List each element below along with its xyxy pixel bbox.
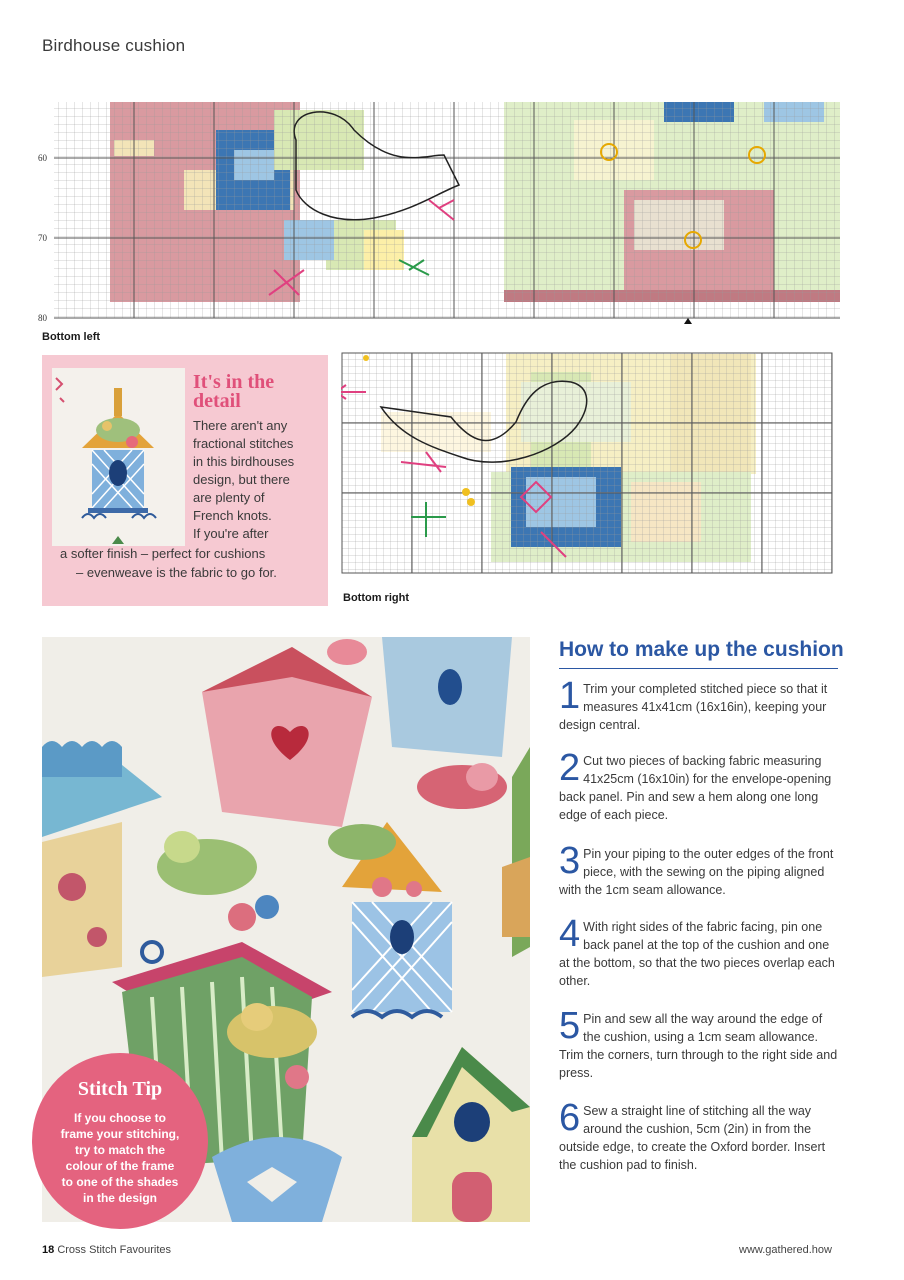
detail-text-line: a softer finish – perfect for cushions (60, 546, 266, 561)
detail-text-line: There aren't any (193, 418, 288, 433)
instruction-step (559, 747, 841, 824)
stitch-tip-line: try to match the (74, 1143, 165, 1157)
stitch-tip-title: Stitch Tip (77, 1078, 163, 1100)
howto-divider (559, 668, 838, 669)
stitch-tip-line: If you choose to (73, 1111, 166, 1125)
step-number: 2 (559, 747, 581, 789)
publication-name: Cross Stitch Favourites (57, 1244, 172, 1256)
footer-url[interactable]: www.gathered.how (739, 1244, 832, 1256)
instruction-step (559, 675, 841, 734)
detail-text-line: are plenty of (193, 490, 265, 505)
detail-text-line: – evenweave is the fabric to go for. (76, 565, 277, 580)
step-number: 3 (559, 840, 581, 882)
stitch-tip-line: in the design (82, 1191, 157, 1205)
detail-text-line: design, but there (193, 472, 290, 487)
instruction-step (559, 1097, 841, 1174)
step-number: 4 (559, 913, 581, 955)
step-number: 5 (559, 1005, 581, 1047)
chart-bottom-left (34, 100, 842, 325)
detail-heading: It's in the detail (193, 371, 275, 412)
detail-text-line: in this birdhouses (193, 454, 295, 469)
stitch-tip-line: frame your stitching, (60, 1127, 180, 1141)
step-text: Cut two pieces of backing fabric measuring 41x25cm (16x10in) for the envelope-opening back panel. Pin and sew a hem along one long edge of each piece. (559, 754, 832, 822)
detail-text-line: French knots. (193, 508, 272, 523)
detail-text-line: If you're after (193, 526, 269, 541)
page-number: 18 (42, 1244, 55, 1256)
chart-label-bottom-left: Bottom left (42, 331, 101, 343)
stitch-tip-line: colour of the frame (65, 1159, 175, 1173)
stitch-tip-line: to one of the shades (61, 1175, 179, 1189)
instruction-step (559, 840, 841, 899)
birdhouse-detail-image (52, 368, 185, 546)
chart-label-bottom-right: Bottom right (343, 592, 409, 604)
step-text: Pin and sew all the way around the edge of the cushion, using a 1cm seam allowance. Trim the corners, turn through to the right side and press. (559, 1012, 838, 1080)
step-text: Sew a straight line of stitching all the way around the cushion, 5cm (2in) in from the outside edge, to create the Oxford border. Insert the cushion pad to finish. (559, 1104, 826, 1172)
step-text: With right sides of the fabric facing, pin one back panel at the top of the cushion and one at the bottom, so that the two pieces overlap each other. (559, 920, 835, 988)
step-number: 1 (559, 675, 581, 717)
step-text: Pin your piping to the outer edges of the front piece, with the sewing on the piping aligned with the 1cm seam allowance. (559, 847, 834, 897)
row-number-70: 70 (38, 233, 47, 243)
row-number-80: 80 (38, 313, 47, 323)
instruction-step (559, 913, 841, 990)
page-title: Birdhouse cushion (42, 36, 186, 55)
footer-publication (42, 1244, 171, 1256)
howto-heading: How to make up the cushion (559, 638, 844, 661)
instruction-step (559, 1005, 841, 1082)
row-number-60: 60 (38, 153, 47, 163)
step-number: 6 (559, 1097, 581, 1139)
detail-text-line: fractional stitches (193, 436, 294, 451)
step-text: Trim your completed stitched piece so that it measures 41x41cm (16x16in), keeping your design central. (559, 682, 828, 732)
chart-bottom-right (341, 352, 833, 576)
